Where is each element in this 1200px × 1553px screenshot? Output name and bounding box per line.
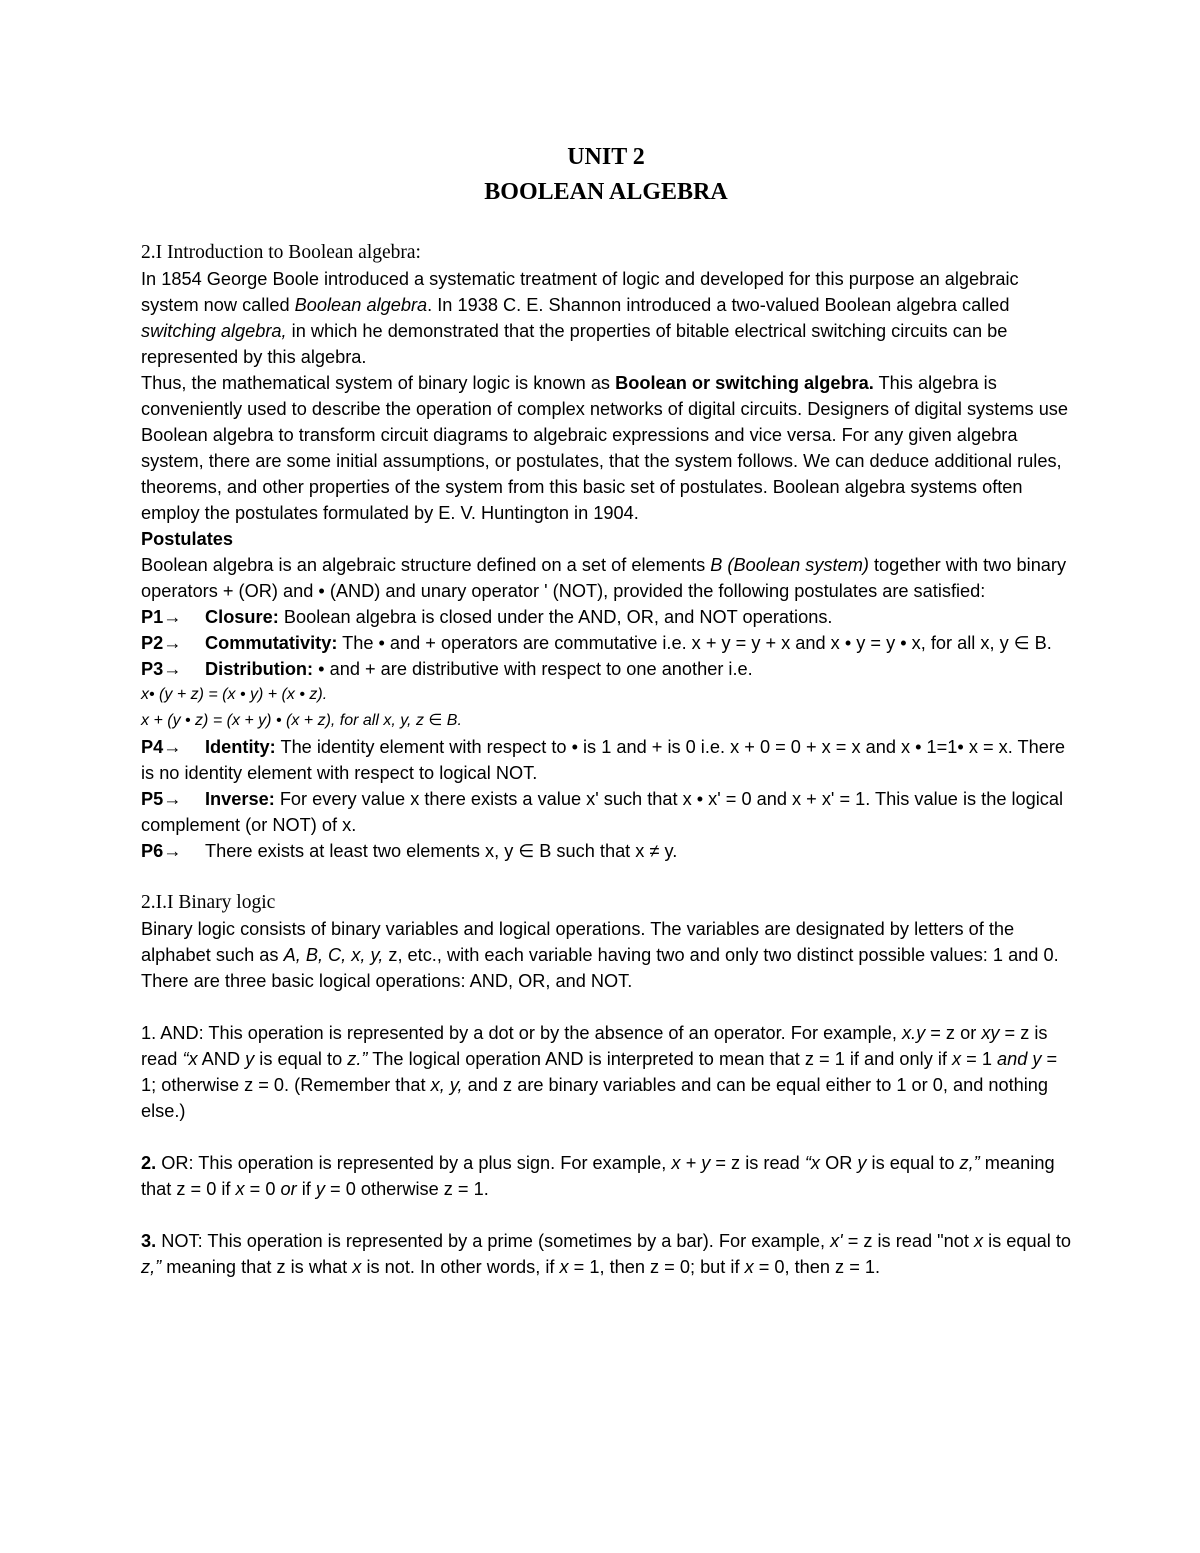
postulates-intro: Boolean algebra is an algebraic structure defined on a set of elements B (Boolean system) together with two binary operators + (OR) and • (AND) and unary operator ' (NOT), provided the following postulates are satisfied: <box>141 555 1067 601</box>
and-operation: 1. AND: This operation is represented by a dot or by the absence of an operator. For example, x.y = z or xy = z is read “x AND y is equal to z.” The logical operation AND is interpreted to mean that z = 1 if and only if x = 1 and y = 1; otherwise z = 0. (Remember that x, y, and z are binary variables and can be equal either to 1 or 0, and nothing else.) <box>141 1023 1058 1121</box>
document-title: BOOLEAN ALGEBRA <box>484 179 728 205</box>
distribution-equation-2: x + (y • z) = (x + y) • (x + z), for all x, y, z ∈ B. <box>141 712 462 729</box>
postulate-p3: P3→ Distribution: • and + are distributive with respect to one another i.e. <box>141 659 753 679</box>
postulates-heading: Postulates <box>141 529 233 549</box>
binary-logic-intro: Binary logic consists of binary variables and logical operations. The variables are designated by letters of the alphabet such as A, B, C, x, y, z, etc., with each variable having two and only two distinct possible values: 1 and 0. There are three basic logical operations: AND, OR, and NOT. <box>141 919 1059 991</box>
section-heading-2-1-1: 2.I.I Binary logic <box>141 892 276 913</box>
postulate-p4: P4→ Identity: The identity element with respect to • is 1 and + is 0 i.e. x + 0 = 0 + x = x and x • 1=1• x = x. There is no identity element with respect to logical NOT. <box>141 737 1066 783</box>
not-operation: 3. NOT: This operation is represented by a prime (sometimes by a bar). For example, x' = z is read "not x is equal to z,” meaning that z is what x is not. In other words, if x = 1, then z = 0; but if x = 0, then z = 1. <box>141 1231 1072 1277</box>
binary-logic-paragraph: Thus, the mathematical system of binary logic is known as Boolean or switching algebra. This algebra is conveniently used to describe the operation of complex networks of digital circuits. Designers of digital systems use Boolean algebra to transform circuit diagrams to algebraic expressions and vice versa. For any given algebra system, there are some initial assumptions, or postulates, that the system follows. We can deduce additional rules, theorems, and other properties of the system from this basic set of postulates. Boolean algebra systems often employ the postulates formulated by E. V. Huntington in 1904. <box>141 373 1069 523</box>
section-heading-2-1: 2.I Introduction to Boolean algebra: <box>141 242 421 263</box>
postulate-p2: P2→ Commutativity: The • and + operators are commutative i.e. x + y = y + x and x • y = y • x, for all x, y ∈ B. <box>141 633 1052 653</box>
or-operation: 2. OR: This operation is represented by a plus sign. For example, x + y = z is read “x OR y is equal to z,” meaning that z = 0 if x = 0 or if y = 0 otherwise z = 1. <box>141 1153 1055 1199</box>
postulate-p5: P5→ Inverse: For every value x there exists a value x' such that x • x' = 0 and x + x' = 1. This value is the logical complement (or NOT) of x. <box>141 789 1064 835</box>
postulate-p6: P6→ There exists at least two elements x, y ∈ B such that x ≠ y. <box>141 841 678 861</box>
intro-paragraph: In 1854 George Boole introduced a systematic treatment of logic and developed for this purpose an algebraic system now called Boolean algebra. In 1938 C. E. Shannon introduced a two-valued Boolean algebra called switching algebra, in which he demonstrated that the properties of bitable electrical switching circuits can be represented by this algebra. <box>141 269 1019 367</box>
postulate-p1: P1→ Closure: Boolean algebra is closed under the AND, OR, and NOT operations. <box>141 607 833 627</box>
document-content <box>141 140 1071 1280</box>
distribution-equation-1: x• (y + z) = (x • y) + (x • z). <box>141 686 328 703</box>
unit-number: UNIT 2 <box>567 144 645 170</box>
